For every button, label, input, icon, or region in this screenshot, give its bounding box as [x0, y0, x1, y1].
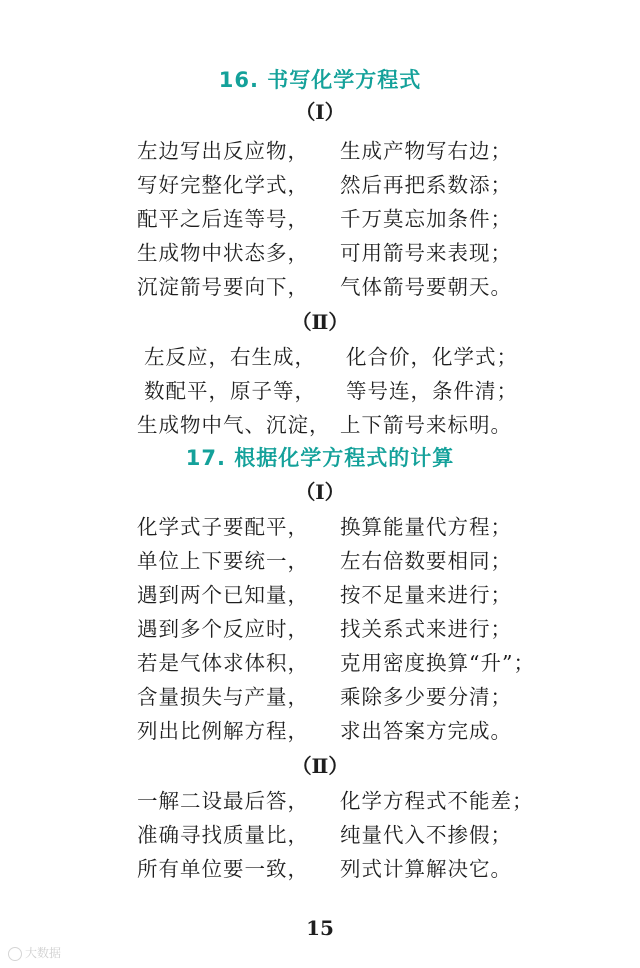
section-16-part-2-heading: （Ⅱ）: [291, 310, 349, 334]
verse-left: 一解二设最后答，: [137, 789, 309, 813]
verse-line: [0, 578, 640, 612]
verse-right: 纯量代入不掺假；: [340, 823, 512, 847]
watermark-logo-icon: [8, 947, 22, 961]
verse-left: 左边写出反应物，: [137, 139, 309, 163]
verse-line: [0, 818, 640, 852]
verse-left: 沉淀箭号要向下，: [137, 275, 309, 299]
verse-line: [0, 340, 640, 374]
verse-line: [0, 168, 640, 202]
section-17-part-2-heading: （Ⅱ）: [291, 754, 349, 778]
verse-line: [0, 408, 640, 442]
verse-right: 生成产物写右边；: [340, 139, 512, 163]
verse-right: 化合价，化学式；: [346, 345, 518, 369]
verse-left: 遇到多个反应时，: [137, 617, 309, 641]
verse-left: 单位上下要统一，: [137, 549, 309, 573]
verse-line: [0, 784, 640, 818]
verse-left: 遇到两个已知量，: [137, 583, 309, 607]
verse-right: 换算能量代方程；: [340, 515, 512, 539]
verse-right: 可用箭号来表现；: [340, 241, 512, 265]
verse-line: [0, 202, 640, 236]
verse-line: [0, 680, 640, 714]
verse-line: [0, 270, 640, 304]
verse-left: 若是气体求体积，: [137, 651, 309, 675]
verse-line: [0, 236, 640, 270]
verse-right: 上下箭号来标明。: [340, 413, 512, 437]
verse-line: [0, 374, 640, 408]
watermark: [8, 944, 61, 961]
verse-right: 然后再把系数添；: [340, 173, 512, 197]
section-17-part-1-heading: （Ⅰ）: [295, 480, 345, 504]
section-16-title: 16. 书写化学方程式: [218, 68, 422, 92]
verse-left: 列出比例解方程，: [137, 719, 309, 743]
verse-left: 写好完整化学式，: [137, 173, 309, 197]
verse-left: 数配平，原子等，: [144, 379, 316, 403]
verse-right: 乘除多少要分清；: [340, 685, 512, 709]
verse-line: [0, 852, 640, 886]
watermark-text: 大数据: [25, 946, 62, 960]
section-17-title: 17. 根据化学方程式的计算: [185, 446, 455, 470]
verse-line: [0, 544, 640, 578]
verse-right: 求出答案方完成。: [340, 719, 512, 743]
verse-left: 所有单位要一致，: [137, 857, 309, 881]
page-number: 15: [306, 916, 334, 940]
verse-line: [0, 714, 640, 748]
verse-right: 气体箭号要朝天。: [340, 275, 512, 299]
verse-left: 配平之后连等号，: [137, 207, 309, 231]
verse-right: 列式计算解决它。: [340, 857, 512, 881]
verse-left: 准确寻找质量比，: [137, 823, 309, 847]
verse-right: 等号连，条件清；: [346, 379, 518, 403]
verse-line: [0, 510, 640, 544]
verse-line: [0, 612, 640, 646]
verse-right: 找关系式来进行；: [340, 617, 512, 641]
verse-right: 化学方程式不能差；: [340, 789, 534, 813]
verse-left: 生成物中状态多，: [137, 241, 309, 265]
verse-left: 化学式子要配平，: [137, 515, 309, 539]
verse-right: 克用密度换算“升”；: [340, 651, 535, 675]
verse-line: [0, 134, 640, 168]
verse-line: [0, 646, 640, 680]
verse-left: 生成物中气、沉淀，: [137, 413, 331, 437]
section-16-part-1-heading: （Ⅰ）: [295, 100, 345, 124]
verse-right: 左右倍数要相同；: [340, 549, 512, 573]
verse-right: 按不足量来进行；: [340, 583, 512, 607]
verse-left: 左反应，右生成，: [144, 345, 316, 369]
verse-right: 千万莫忘加条件；: [340, 207, 512, 231]
verse-left: 含量损失与产量，: [137, 685, 309, 709]
